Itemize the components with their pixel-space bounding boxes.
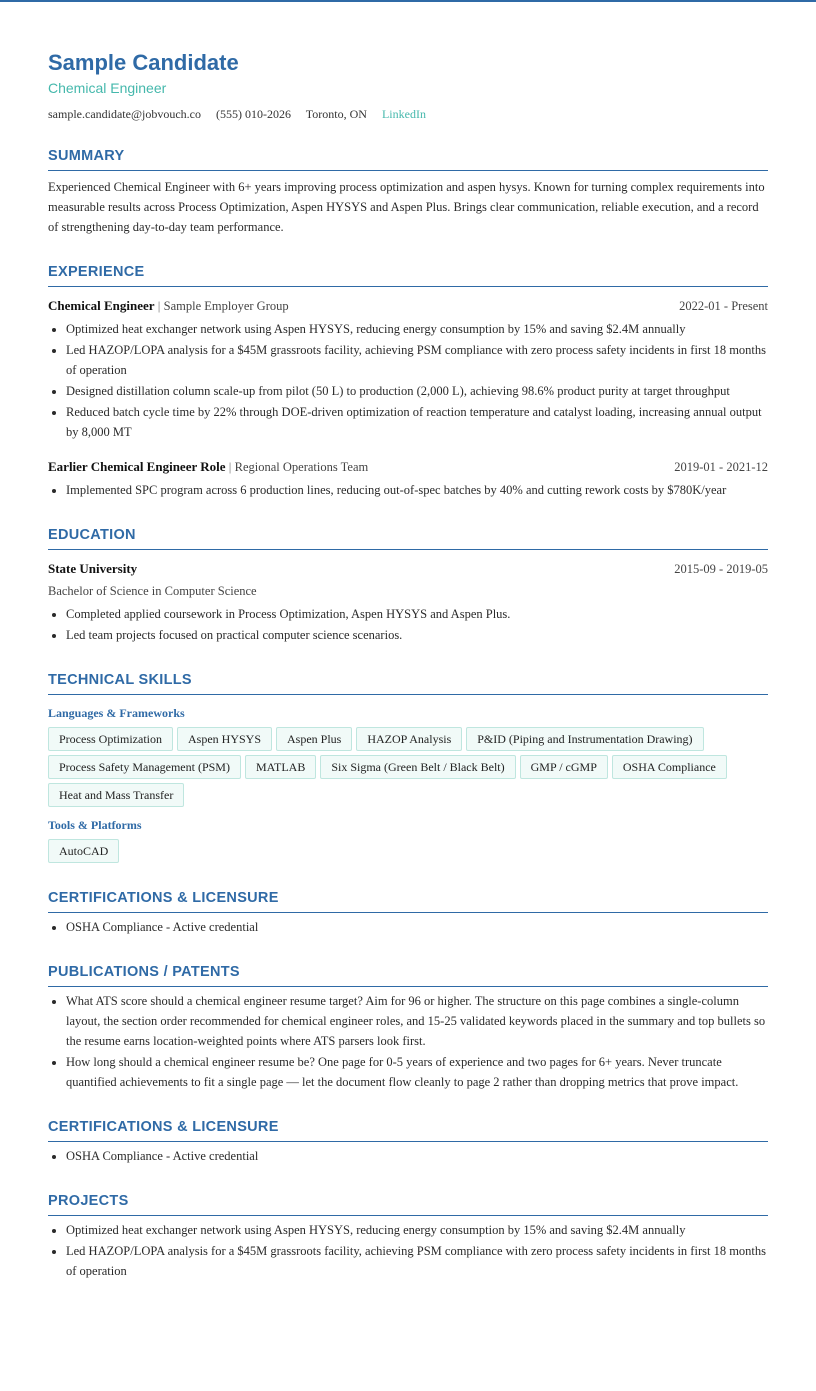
skill-chip: HAZOP Analysis [356, 727, 462, 751]
skill-chip: AutoCAD [48, 839, 119, 863]
certifications-section [48, 889, 768, 937]
list-item: • Led HAZOP/LOPA analysis for a $45M grassroots facility, achieving PSM compliance with zero process safety incidents in first 18 months of operation [66, 340, 768, 380]
publication-bullets [48, 991, 768, 1092]
contact-phone: (555) 010-2026 [216, 107, 291, 121]
list-item: • OSHA Compliance - Active credential [66, 917, 768, 937]
list-item: • What ATS score should a chemical engineer resume target? Aim for 96 or higher. The structure on this page combines a single-column layout, the section order recommended for chemical engineer roles, and 15-25 validated keywords placed in the summary and top bullets so the resume earns location-weighted points where ATS parsers look first. [66, 991, 768, 1051]
section-title: CERTIFICATIONS & LICENSURE [48, 1118, 768, 1142]
job-dates: 2019-01 - 2021-12 [674, 460, 768, 474]
list-item: • Led HAZOP/LOPA analysis for a $45M grassroots facility, achieving PSM compliance with zero process safety incidents in first 18 months of operation [66, 1241, 768, 1281]
education-header [48, 560, 768, 578]
job-entry [48, 458, 768, 500]
job-title: Earlier Chemical Engineer Role [48, 459, 226, 474]
job-title: Chemical Engineer [48, 298, 155, 313]
skill-chip: MATLAB [245, 755, 316, 779]
list-item: • Optimized heat exchanger network using Aspen HYSYS, reducing energy consumption by 15% and saving $2.4M annually [66, 1220, 768, 1240]
certifications-section-2 [48, 1118, 768, 1166]
education-bullets [48, 604, 768, 645]
certification-bullets [48, 917, 768, 937]
summary-section [48, 147, 768, 237]
projects-section [48, 1192, 768, 1281]
job-separator: | [157, 298, 161, 313]
job-entry [48, 297, 768, 442]
skill-chip: Aspen HYSYS [177, 727, 272, 751]
job-header [48, 458, 768, 476]
contact-location: Toronto, ON [305, 107, 367, 121]
job-bullets [48, 319, 768, 442]
list-item: • How long should a chemical engineer resume be? One page for 0-5 years of experience and two pages for 6+ years. Never truncate quantified achievements to fit a single page — let the document flow cleanly to page 2 rather than dropping metrics that prove impact. [66, 1052, 768, 1092]
list-item: • Completed applied coursework in Process Optimization, Aspen HYSYS and Aspen Plus. [66, 604, 768, 624]
skill-chip: Process Safety Management (PSM) [48, 755, 241, 779]
list-item: • Designed distillation column scale-up from pilot (50 L) to production (2,000 L), achieving 98.6% product purity at target throughput [66, 381, 768, 401]
skills-section [48, 671, 768, 863]
section-title: EDUCATION [48, 526, 768, 550]
resume-header [48, 48, 768, 121]
job-org: Regional Operations Team [234, 460, 369, 474]
list-item: • Implemented SPC program across 6 production lines, reducing out-of-spec batches by 40% and cutting rework costs by $780K/year [66, 480, 768, 500]
education-entry [48, 560, 768, 645]
experience-section [48, 263, 768, 500]
section-title: TECHNICAL SKILLS [48, 671, 768, 695]
skill-chip: Six Sigma (Green Belt / Black Belt) [320, 755, 515, 779]
skill-chips [48, 839, 768, 863]
skill-chip: GMP / cGMP [520, 755, 608, 779]
degree: Bachelor of Science in Computer Science [48, 584, 257, 598]
summary-text: Experienced Chemical Engineer with 6+ years improving process optimization and aspen hysys. Known for turning complex requirements into measurable results across Process Optimization, Aspen HYSYS and Aspen Plus. Brings clear communication, reliable execution, and a record of strengthening day-to-day team performance. [48, 180, 765, 234]
certification-bullets [48, 1146, 768, 1166]
skill-chip: P&ID (Piping and Instrumentation Drawing) [466, 727, 703, 751]
job-header [48, 297, 768, 315]
contact-line [48, 107, 768, 121]
skill-category-label: Languages & Frameworks [48, 706, 185, 720]
list-item: • Led team projects focused on practical computer science scenarios. [66, 625, 768, 645]
list-item: • Optimized heat exchanger network using Aspen HYSYS, reducing energy consumption by 15% and saving $2.4M annually [66, 319, 768, 339]
section-title: CERTIFICATIONS & LICENSURE [48, 889, 768, 913]
job-org: Sample Employer Group [163, 299, 289, 313]
publications-section [48, 963, 768, 1092]
education-section [48, 526, 768, 645]
project-bullets [48, 1220, 768, 1281]
skill-chip: Heat and Mass Transfer [48, 783, 184, 807]
linkedin-link[interactable]: LinkedIn [381, 107, 426, 121]
section-title: EXPERIENCE [48, 263, 768, 287]
contact-email: sample.candidate@jobvouch.co [48, 107, 201, 121]
candidate-role: Chemical Engineer [48, 80, 167, 96]
list-item: • Reduced batch cycle time by 22% through DOE-driven optimization of reaction temperature and catalyst loading, increasing annual output by 8,000 MT [66, 402, 768, 442]
job-dates: 2022-01 - Present [679, 299, 768, 313]
job-bullets [48, 480, 768, 500]
school-name: State University [48, 561, 138, 576]
skill-category-label: Tools & Platforms [48, 818, 142, 832]
skill-chip: Aspen Plus [276, 727, 352, 751]
skill-chip: OSHA Compliance [612, 755, 727, 779]
section-title: PUBLICATIONS / PATENTS [48, 963, 768, 987]
skill-chip: Process Optimization [48, 727, 173, 751]
job-separator: | [228, 459, 232, 474]
section-title: SUMMARY [48, 147, 768, 171]
resume-page [0, 2, 816, 1281]
section-title: PROJECTS [48, 1192, 768, 1216]
list-item: • OSHA Compliance - Active credential [66, 1146, 768, 1166]
candidate-name: Sample Candidate [48, 50, 239, 75]
skill-chips [48, 727, 768, 807]
education-dates: 2015-09 - 2019-05 [674, 562, 768, 576]
